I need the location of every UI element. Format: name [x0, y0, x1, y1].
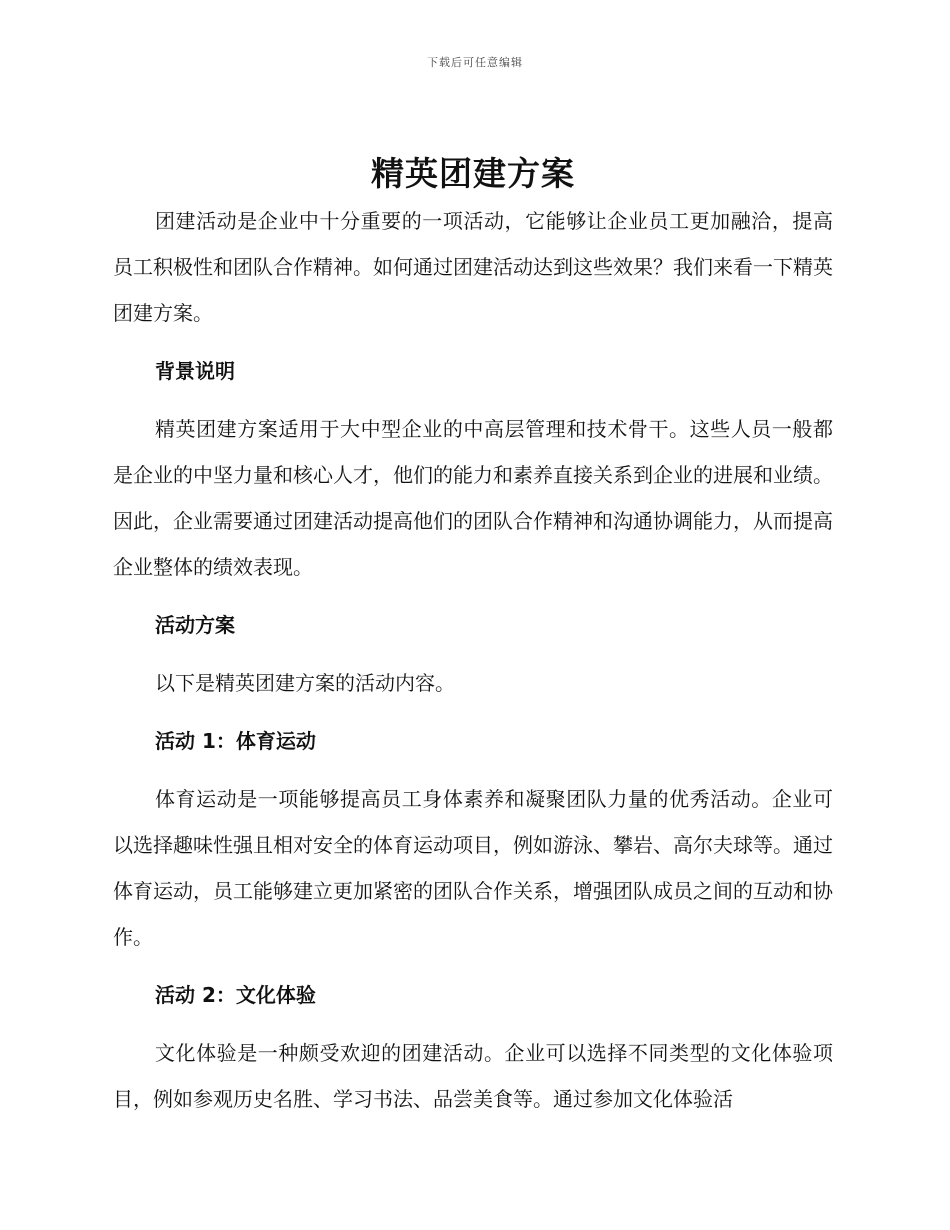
- background-paragraph: 精英团建方案适用于大中型企业的中高层管理和技术骨干。这些人员一般都是企业的中坚力量和核心人才，他们的能力和素养直接关系到企业的进展和业绩。因此，企业需要通过团建活动提高他们的团队合作精神和沟通协调能力，从而提高企业整体的绩效表现。: [113, 417, 833, 579]
- document-title: 精英团建方案: [371, 154, 575, 193]
- header-note: 下载后可任意编辑: [427, 56, 523, 69]
- plan-paragraph: 以下是精英团建方案的活动内容。: [155, 671, 455, 695]
- intro-paragraph: 团建活动是企业中十分重要的一项活动，它能够让企业员工更加融洽，提高员工积极性和团队合作精神。如何通过团建活动达到这些效果？我们来看一下精英团建方案。: [113, 209, 833, 325]
- activity1-paragraph: 体育运动是一项能够提高员工身体素养和凝聚团队力量的优秀活动。企业可以选择趣味性强且相对安全的体育运动项目，例如游泳、攀岩、高尔夫球等。通过体育运动，员工能够建立更加紧密的团队合作关系，增强团队成员之间的互动和协作。: [113, 787, 833, 949]
- plan-heading: 活动方案: [155, 613, 235, 637]
- activity2-paragraph: 文化体验是一种颇受欢迎的团建活动。企业可以选择不同类型的文化体验项目，例如参观历史名胜、学习书法、品尝美食等。通过参加文化体验活: [113, 1041, 833, 1111]
- activity2-heading: 活动 2：文化体验: [155, 983, 316, 1007]
- document-body: [113, 150, 833, 1122]
- background-heading: 背景说明: [155, 359, 235, 383]
- activity1-heading: 活动 1：体育运动: [155, 729, 316, 753]
